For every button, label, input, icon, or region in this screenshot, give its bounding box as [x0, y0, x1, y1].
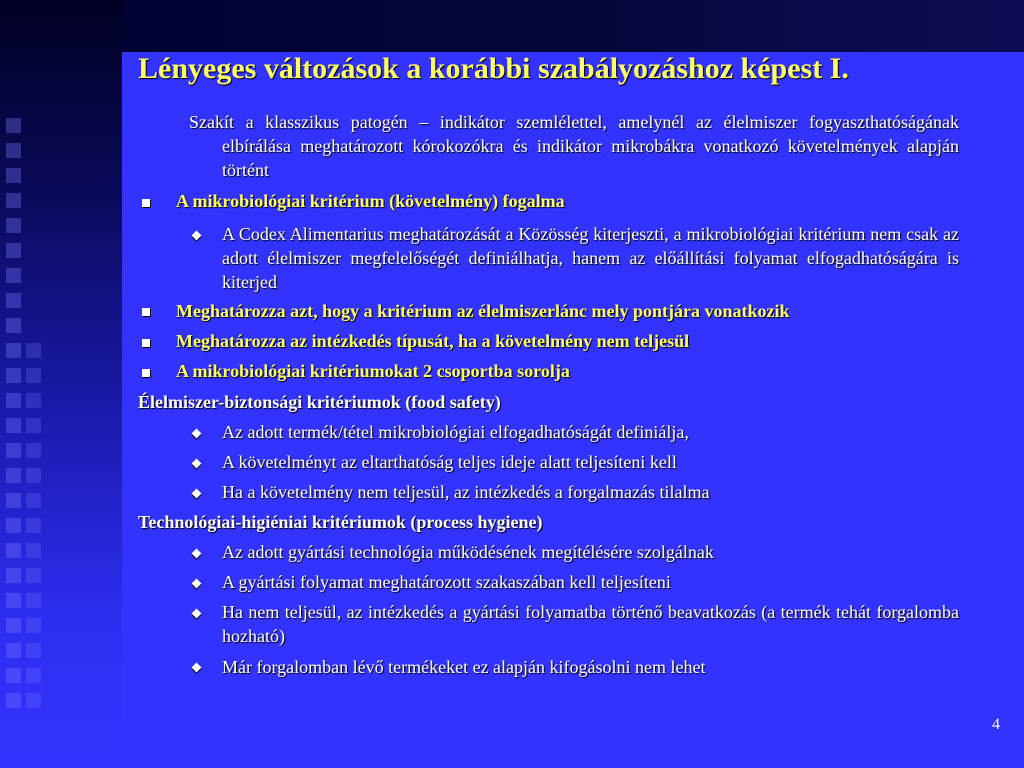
bullet-diamond-icon [192, 459, 202, 469]
intro-text-wrap [189, 110, 959, 182]
decor-square [6, 543, 21, 558]
decor-square [6, 593, 21, 608]
decor-square [6, 143, 21, 158]
decor-squares [6, 118, 42, 718]
top-decor-band [122, 0, 1024, 52]
bullet-action-type: Meghatározza az intézkedés típusát, ha a követelmény nem teljesül [176, 331, 690, 351]
decor-square [6, 268, 21, 283]
intro-text: Szakít a klasszikus patogén – indikátor szemlélettel, amelynél az élelmiszer fogyaszthatóságának elbírálása meghatározott kórokozókra és indikátor mikrobákra vonatkozó követelmények alapján történt [189, 112, 959, 180]
decor-square [26, 418, 41, 433]
sub-codex-text: A Codex Alimentarius meghatározását a Közösség kiterjeszti, a mikrobiológiai kritérium nem csak az adott élelmiszer megfelelőségét definiálhatja, hanem az előállítási folyamat elfogadhatóságára is kiterjed [222, 224, 959, 292]
decor-square [6, 293, 21, 308]
decor-square [6, 243, 21, 258]
decor-square [6, 693, 21, 708]
decor-square [6, 368, 21, 383]
bullet-diamond-icon [192, 663, 202, 673]
slide-title: Lényeges változások a korábbi szabályozáshoz képest I. [138, 52, 849, 85]
bullet-criterion-concept: A mikrobiológiai kritérium (követelmény) fogalma [176, 191, 565, 211]
decor-square [26, 643, 41, 658]
food-safety-heading: Élelmiszer-biztonsági kritériumok (food safety) [138, 392, 501, 412]
bullet-diamond-icon [192, 489, 202, 499]
decor-square [26, 693, 41, 708]
decor-square [6, 618, 21, 633]
decor-square [6, 218, 21, 233]
decor-square [26, 593, 41, 608]
decor-square [6, 518, 21, 533]
decor-square [26, 393, 41, 408]
decor-square [26, 668, 41, 683]
decor-square [6, 318, 21, 333]
decor-square [6, 493, 21, 508]
process-hygiene-item: Ha nem teljesül, az intézkedés a gyártási folyamatba történő beavatkozás (a termék tehát forgalomba hozható) [222, 602, 959, 646]
bullet-square-icon [142, 308, 150, 316]
bullet-square-icon [142, 369, 150, 377]
process-hygiene-heading: Technológiai-higiéniai kritériumok (process hygiene) [138, 512, 543, 532]
bullet-diamond-icon [192, 429, 202, 439]
decor-square [26, 468, 41, 483]
decor-square [26, 543, 41, 558]
bullet-diamond-icon [192, 231, 202, 241]
decor-square [26, 493, 41, 508]
decor-square [6, 443, 21, 458]
decor-square [6, 668, 21, 683]
decor-square [6, 343, 21, 358]
food-safety-item: Ha a követelmény nem teljesül, az intézkedés a forgalmazás tilalma [222, 482, 710, 502]
process-hygiene-item: Az adott gyártási technológia működésének megítélésére szolgálnak [222, 542, 714, 562]
decor-square [6, 393, 21, 408]
decor-square [26, 443, 41, 458]
decor-square [6, 643, 21, 658]
bullet-two-groups: A mikrobiológiai kritériumokat 2 csoportba sorolja [176, 361, 570, 381]
decor-square [26, 343, 41, 358]
decor-square [6, 568, 21, 583]
process-hygiene-item: Már forgalomban lévő termékeket ez alapján kifogásolni nem lehet [222, 657, 706, 677]
decor-square [26, 568, 41, 583]
decor-square [26, 368, 41, 383]
food-safety-item: Az adott termék/tétel mikrobiológiai elfogadhatóságát definiálja, [222, 422, 689, 442]
process-hygiene-item: A gyártási folyamat meghatározott szakaszában kell teljesíteni [222, 572, 671, 592]
bullet-diamond-icon [192, 609, 202, 619]
bullet-square-icon [142, 199, 150, 207]
bullet-diamond-icon [192, 579, 202, 589]
bullet-diamond-icon [192, 549, 202, 559]
decor-square [6, 193, 21, 208]
food-safety-item: A követelményt az eltarthatóság teljes ideje alatt teljesíteni kell [222, 452, 677, 472]
decor-square [6, 418, 21, 433]
page-number: 4 [992, 716, 1000, 733]
decor-square [6, 118, 21, 133]
decor-square [26, 618, 41, 633]
bullet-square-icon [142, 339, 150, 347]
bullet-food-chain-point: Meghatározza azt, hogy a kritérium az élelmiszerlánc mely pontjára vonatkozik [176, 301, 790, 321]
decor-square [26, 518, 41, 533]
decor-square [6, 468, 21, 483]
decor-square [6, 168, 21, 183]
